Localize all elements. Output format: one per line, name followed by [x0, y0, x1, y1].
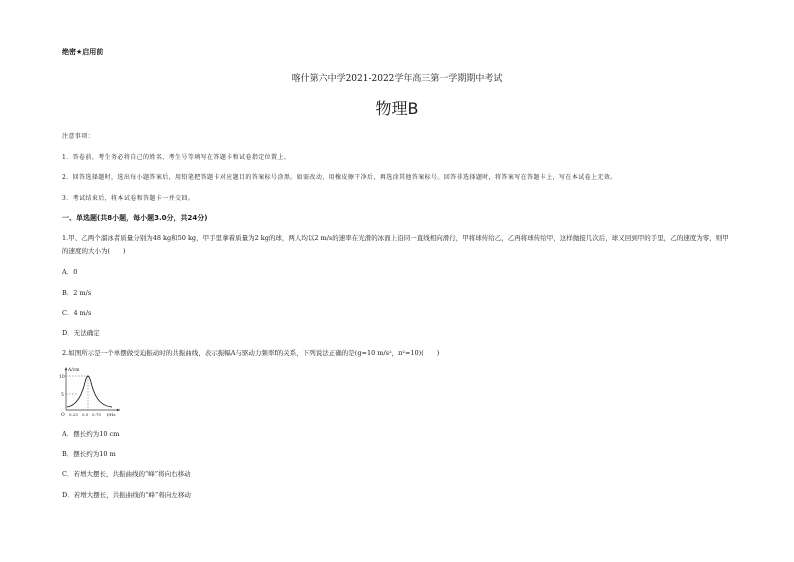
- question-1-option-a: A．0: [62, 268, 78, 276]
- question-1-option-d: D．无法确定: [62, 329, 100, 337]
- notes-item-3: 3．考试结束后，将本试卷和答题卡一并交回。: [62, 195, 195, 202]
- notes-item-2: 2．回答选择题时，选出每小题答案后，用铅笔把答题卡对应题目的答案标号涂黑。如需改动，用橡皮擦干净后，再选涂其他答案标号。回答非选择题时，将答案写在答题卡上，写在本试卷上无效。: [62, 174, 617, 181]
- question-2-option-b: B．摆长约为10 m: [62, 450, 116, 458]
- secret-label: 绝密★启用前: [62, 48, 104, 56]
- x-tick-0-25: 0.25: [69, 412, 78, 417]
- resonance-curve-figure: [58, 364, 124, 418]
- x-axis-arrow-icon: [117, 409, 120, 411]
- x-tick-0-5: 0.5: [82, 412, 89, 417]
- question-2-option-a: A．摆长约为10 cm: [62, 430, 120, 438]
- notes-item-1: 1．答卷前，考生务必将自己的姓名、考生号等填写在答题卡和试卷指定位置上。: [62, 154, 291, 161]
- question-1-stem: 1.甲、乙两个溜冰者质量分别为48 kg和50 kg，甲手里拿着质量为2 kg的球，两人均以2 m/s的速率在光滑的冰面上沿同一直线相向滑行，甲将球传给乙，乙再将球传给甲，这样抛接几次后，球又回到甲的手里，乙的速度为零，则甲的速度的大小为( ): [62, 234, 729, 255]
- exam-title: 喀什第六中学2021-2022学年高三第一学期期中考试: [291, 74, 503, 84]
- y-axis-label: A/cm: [68, 368, 80, 373]
- question-2-option-c: C．若增大摆长，共振曲线的“峰”将向右移动: [62, 470, 191, 478]
- question-1-option-b: B．2 m/s: [62, 289, 92, 297]
- x-axis-label: f/Hz: [107, 412, 116, 417]
- origin-label: O: [61, 413, 65, 418]
- question-2-option-d: D．若增大摆长，共振曲线的“峰”将向左移动: [62, 491, 191, 499]
- y-tick-10: 10: [59, 375, 65, 380]
- notes-title: 注意事项：: [62, 133, 95, 140]
- y-axis-arrow-icon: [65, 367, 67, 370]
- question-2-stem: 2.如图所示是一个单摆做受迫振动时的共振曲线，表示振幅A与驱动力频率f的关系，下列说法正确的是(g=10 m/s²，π²=10)( ): [62, 349, 440, 357]
- x-tick-0-75: 0.75: [92, 412, 101, 417]
- question-1-option-c: C．4 m/s: [62, 309, 92, 317]
- y-tick-5: 5: [61, 393, 64, 398]
- subject-title: 物理B: [375, 99, 419, 118]
- section-title: 一、单选题(共8小题，每小题3.0分，共24分): [62, 214, 208, 222]
- resonance-curve: [67, 376, 112, 407]
